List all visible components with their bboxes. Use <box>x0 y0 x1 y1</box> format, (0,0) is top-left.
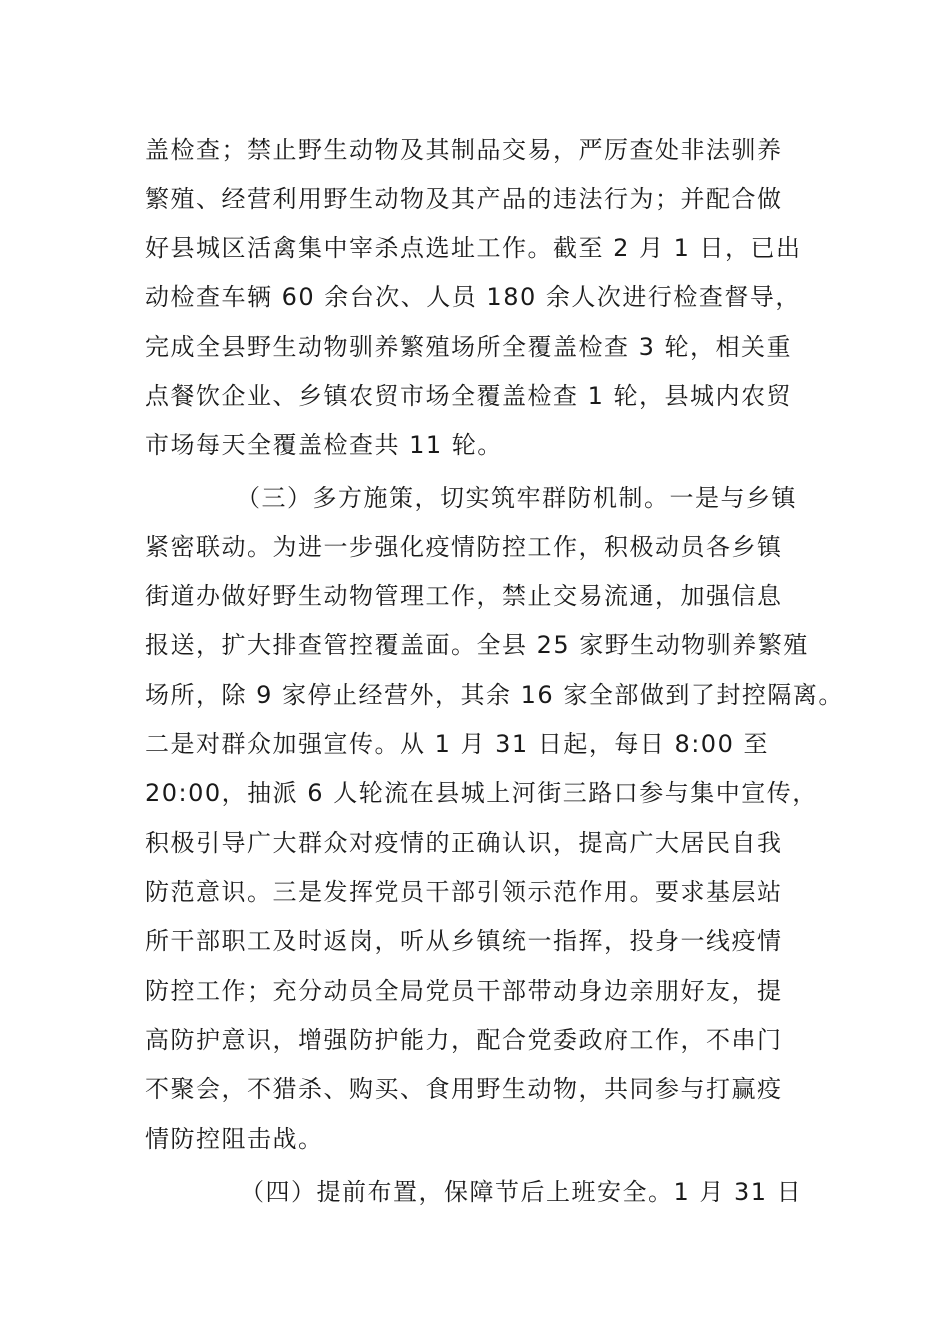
text-line-10: 街道办做好野生动物管理工作，禁止交易流通，加强信息 <box>145 582 783 610</box>
text-line-19: 高防护意识，增强防护能力，配合党委政府工作，不串门 <box>145 1026 783 1054</box>
text-line-7: 市场每天全覆盖检查共 11 轮。 <box>145 431 503 459</box>
text-line-14: 20:00，抽派 6 人轮流在县城上河街三路口参与集中宣传， <box>145 779 818 807</box>
text-line-16: 防范意识。三是发挥党员干部引领示范作用。要求基层站 <box>145 878 783 906</box>
text-line-18: 防控工作；充分动员全局党员干部带动身边亲朋好友，提 <box>145 977 783 1005</box>
text-line-11: 报送，扩大排查管控覆盖面。全县 25 家野生动物驯养繁殖 <box>145 631 809 659</box>
text-line-17: 所干部职工及时返岗，听从乡镇统一指挥，投身一线疫情 <box>145 927 783 955</box>
text-line-4: 动检查车辆 60 余台次、人员 180 余人次进行检查督导， <box>145 283 801 311</box>
section-heading-4: （四）提前布置，保障节后上班安全。1 月 31 日 <box>240 1178 803 1206</box>
text-line-3: 好县城区活禽集中宰杀点选址工作。截至 2 月 1 日，已出 <box>145 234 802 262</box>
text-line-12: 场所，除 9 家停止经营外，其余 16 家全部做到了封控隔离。 <box>145 681 844 709</box>
text-line-15: 积极引导广大群众对疫情的正确认识，提高广大居民自我 <box>145 829 783 857</box>
text-line-21: 情防控阻击战。 <box>145 1125 324 1153</box>
text-line-9: 紧密联动。为进一步强化疫情防控工作，积极动员各乡镇 <box>145 533 783 561</box>
text-line-13: 二是对群众加强宣传。从 1 月 31 日起，每日 8:00 至 <box>145 730 769 758</box>
text-line-2: 繁殖、经营利用野生动物及其产品的违法行为；并配合做 <box>145 185 783 213</box>
text-line-1: 盖检查；禁止野生动物及其制品交易，严厉查处非法驯养 <box>145 136 783 164</box>
text-line-20: 不聚会，不猎杀、购买、食用野生动物，共同参与打赢疫 <box>145 1075 783 1103</box>
text-line-6: 点餐饮企业、乡镇农贸市场全覆盖检查 1 轮，县城内农贸 <box>145 382 793 410</box>
section-heading-3: （三）多方施策，切实筑牢群防机制。一是与乡镇 <box>236 484 797 512</box>
text-line-5: 完成全县野生动物驯养繁殖场所全覆盖检查 3 轮，相关重 <box>145 333 793 361</box>
